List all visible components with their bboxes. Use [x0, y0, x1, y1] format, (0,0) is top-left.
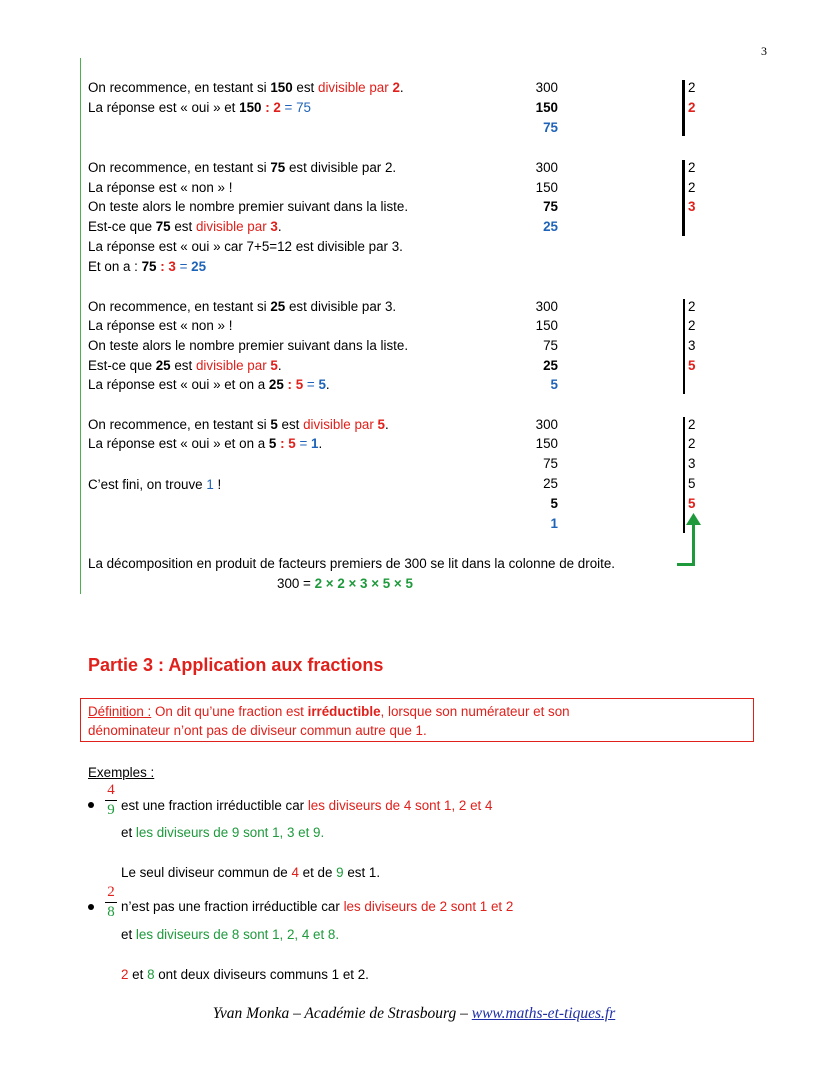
- fraction-2-8: 2 8: [104, 884, 118, 921]
- block2-line6: Et on a : 75 : 3 = 25: [88, 259, 207, 274]
- block2-line2: La réponse est « non » !: [88, 180, 233, 195]
- conclusion-line1: La décomposition en produit de facteurs premiers de 300 se lit dans la colonne de droite.: [88, 556, 616, 571]
- block2-line5: La réponse est « oui » car 7+5=12 est divisible par 3.: [88, 239, 403, 254]
- definition-line1: Définition : On dit qu’une fraction est irréductible, lorsque son numérateur et son: [88, 704, 570, 719]
- example2-line1: n’est pas une fraction irréductible car les diviseurs de 2 sont 1 et 2: [121, 899, 514, 914]
- block3-line5: La réponse est « oui » et on a 25 : 5 = 5.: [88, 377, 330, 392]
- block3-line3: On teste alors le nombre premier suivant dans la liste.: [88, 338, 409, 353]
- block2-line4: Est-ce que 75 est divisible par 3.: [88, 219, 282, 234]
- margin-rule: [80, 58, 81, 594]
- page-number: 3: [761, 44, 767, 58]
- block2-line3: On teste alors le nombre premier suivant dans la liste.: [88, 199, 409, 214]
- definition-line2: dénominateur n’ont pas de diviseur commun autre que 1.: [88, 723, 427, 738]
- example2-line3: 2 et 8 ont deux diviseurs communs 1 et 2.: [121, 967, 369, 982]
- example2-line2: et les diviseurs de 8 sont 1, 2, 4 et 8.: [121, 927, 340, 942]
- footer: Yvan Monka – Académie de Strasbourg – www.maths-et-tiques.fr: [212, 1005, 616, 1022]
- block4-line3: C’est fini, on trouve 1 !: [88, 477, 222, 492]
- definition-box: [80, 698, 754, 742]
- example1-line3: Le seul diviseur commun de 4 et de 9 est 1.: [121, 865, 381, 880]
- example1-line2: et les diviseurs de 9 sont 1, 3 et 9.: [121, 825, 325, 840]
- block3-line4: Est-ce que 25 est divisible par 5.: [88, 358, 282, 373]
- block1-line2: La réponse est « oui » et 150 : 2 = 75: [88, 100, 311, 115]
- bullet-icon: [88, 802, 94, 808]
- example1-line1: est une fraction irréductible car les diviseurs de 4 sont 1, 2 et 4: [121, 798, 493, 813]
- block4-line2: La réponse est « oui » et on a 5 : 5 = 1.: [88, 436, 323, 451]
- block3-line1: On recommence, en testant si 25 est divisible par 3.: [88, 299, 397, 314]
- part3-title: Partie 3 : Application aux fractions: [88, 655, 384, 675]
- examples-label: Exemples :: [88, 765, 155, 780]
- block2-line1: On recommence, en testant si 75 est divisible par 2.: [88, 160, 397, 175]
- bullet-icon: [88, 904, 94, 910]
- block4-line1: On recommence, en testant si 5 est divisible par 5.: [88, 417, 389, 432]
- block1-line1: On recommence, en testant si 150 est divisible par 2.: [88, 80, 404, 95]
- website-link[interactable]: www.maths-et-tiques.fr: [471, 1005, 616, 1022]
- block3-line2: La réponse est « non » !: [88, 318, 233, 333]
- conclusion-line2: 300 = 2 × 2 × 3 × 5 × 5: [277, 576, 413, 591]
- fraction-4-9: 4 9: [104, 782, 118, 819]
